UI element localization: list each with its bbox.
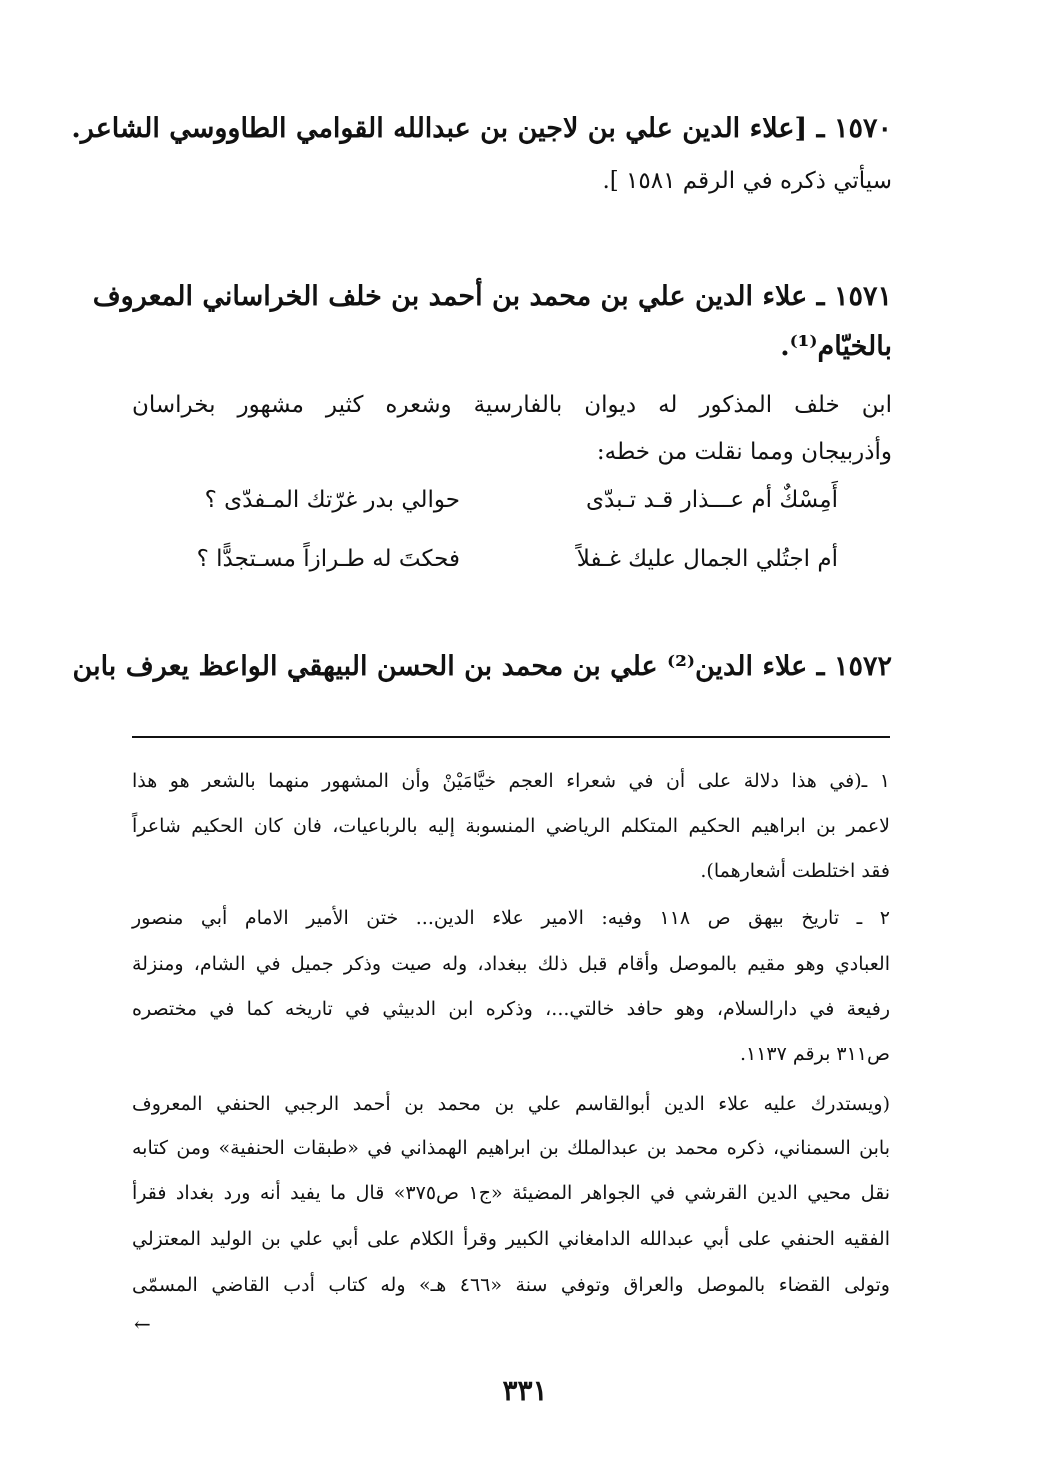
entry-1571-heading: ١٥٧١ ـ علاء الدين علي بن محمد بن أحمد بن خلف الخراساني المعروف — [92, 281, 892, 312]
footnote-line: بابن السمناني، ذكره محمد بن عبدالملك بن ابراهيم الهمذاني في «طبقات الحنفية» ومن كتابه — [132, 1137, 890, 1159]
entry-1570-heading: ١٥٧٠ ـ [علاء الدين علي بن لاجين بن عبدالله القوامي الطاووسي الشاعر. — [71, 113, 892, 144]
entry-1571-text-line: ابن خلف المذكور له ديوان بالفارسية وشعره كثير مشهور بخراسان — [132, 392, 892, 418]
continuation-arrow-icon: ← — [134, 1312, 151, 1336]
entry-1570-text: سيأتي ذكره في الرقم ١٥٨١ ]. — [602, 168, 892, 194]
footnote-line: ١ ـ(في هذا دلالة على أن في شعراء العجم خيَّامَيْنْ وأن المشهور منهما بالشعر هو هذا — [132, 770, 890, 792]
footnote-line: وتولى القضاء بالموصل والعراق وتوفي سنة «٤٦٦ هـ» وله كتاب أدب القاضي المسمّى — [132, 1274, 890, 1296]
verse-hemistich: حوالي بدر غرّتك المـفدّى ؟ — [204, 487, 460, 513]
verse-hemistich: فحكتَ له طـرازاً مسـتجدًّا ؟ — [196, 546, 460, 572]
footnote-line: نقل محيي الدين القرشي في الجواهر المضيئة «ج١ ص٣٧٥» قال ما يفيد أنه ورد بغداد فقرأ — [132, 1182, 890, 1204]
footnote-line: الفقيه الحنفي على أبي عبدالله الدامغاني الكبير وقرأ الكلام على أبي علي بن الوليد المعتزلي — [132, 1228, 890, 1250]
page-number: ٣٣١ — [502, 1374, 548, 1407]
footnote-line: لاعمر بن ابراهيم الحكيم المتكلم الرياضي المنسوبة إليه بالرباعيات، فان كان الحكيم شاعراً — [132, 815, 890, 837]
entry-1571-text-line: وأذربيجان ومما نقلت من خطه: — [596, 439, 892, 465]
footnote-line: ص٣١١ برقم ١١٣٧. — [739, 1043, 890, 1065]
verse-hemistich: أَمِسْكٌ أم عـــذار قـد تـبدّى — [586, 487, 838, 513]
entry-1571-heading-cont: بالخيّام⁽¹⁾. — [780, 331, 892, 362]
footnote-line: رفيعة في دارالسلام، وهو حافد خالتي...، وذكره ابن الدبيثي في تاريخه كما في مختصره — [132, 998, 890, 1020]
footnote-line: فقد اختلطت أشعارهما). — [700, 860, 890, 882]
footnote-line: العبادي وهو مقيم بالموصل وأقام قبل ذلك ببغداد، وله صيت وذكر جميل في الشام، ومنزلة — [132, 953, 890, 975]
verse-hemistich: أم اجتُلي الجمال عليك غـفلاً — [576, 546, 838, 572]
footnote-separator — [132, 736, 890, 738]
footnote-line: ٢ ـ تاريخ بيهق ص ١١٨ وفيه: الامير علاء الدين... ختن الأمير الامام أبي منصور — [132, 907, 890, 929]
footnote-line: (ويستدرك عليه علاء الدين أبوالقاسم علي بن محمد بن أحمد الرجبي الحنفي المعروف — [132, 1093, 890, 1115]
entry-1572-heading: ١٥٧٢ ـ علاء الدين⁽²⁾ علي بن محمد بن الحسن البيهقي الواعظ يعرف بابن — [72, 651, 892, 682]
